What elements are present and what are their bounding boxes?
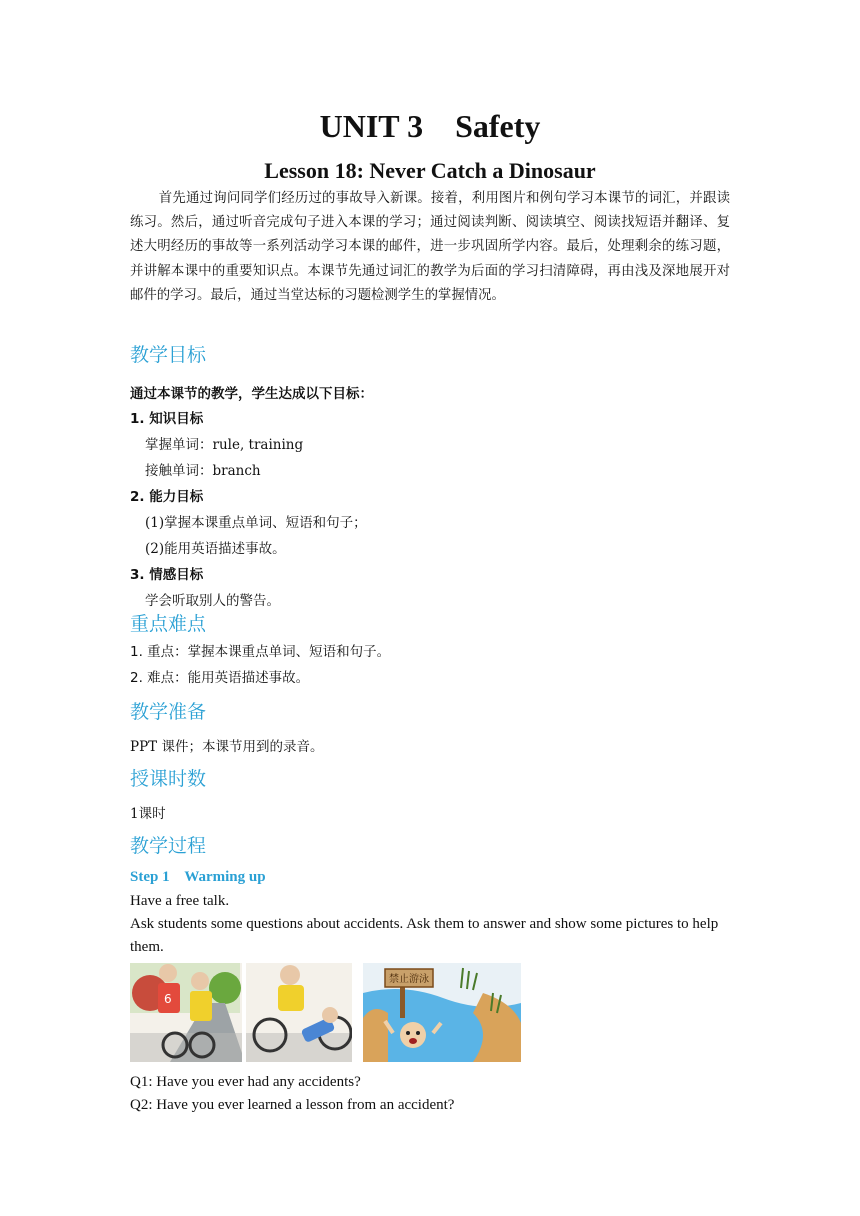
no-swimming-image [363, 963, 521, 1062]
emotion-goal-1: 学会听取别人的警告。 [145, 593, 280, 609]
knowledge-goal-title: 1. 知识目标 [130, 411, 204, 427]
question-2: Q2: Have you ever learned a lesson from an accident? [130, 1097, 455, 1113]
prep-heading: 教学准备 [130, 701, 207, 723]
step-1-text-2: Ask students some questions about accidents. Ask them to answer and show some pictures to help them. [130, 916, 719, 955]
question-1: Q1: Have you ever had any accidents? [130, 1074, 361, 1090]
knowledge-goal-1: 掌握单词：rule, training [145, 437, 304, 453]
process-heading: 教学过程 [130, 835, 207, 857]
ability-goal-2: (2)能用英语描述事故。 [145, 541, 286, 557]
keypoint-2-text: ：能用英语描述事故。 [174, 670, 310, 686]
knowledge-goal-2: 接触单词：branch [145, 463, 261, 479]
objectives-heading: 教学目标 [130, 344, 207, 366]
step-1-title: Step 1 Warming up [130, 869, 266, 885]
prep-text: PPT 课件；本课节用到的录音。 [130, 739, 324, 755]
keypoint-2-label: 2. 难点 [130, 670, 175, 686]
svg-text:6: 6 [164, 992, 172, 1006]
intro-paragraph: 首先通过询问同学们经历过的事故导入新课。接着，利用图片和例句学习本课节的词汇，并跟读练习。然后，通过听音完成句子进入本课的学习；通过阅读判断、阅读填空、阅读找短语并翻译、复述大明经历的事故等一系列活动学习本课的邮件，进一步巩固所学内容。最后，处理剩余的练习题，并讲解本课中的重要知识点。本课节先通过词汇的教学为后面的学习扫清障碍，再由浅及深地展开对邮件的学习。最后，通过当堂达标的习题检测学生的掌握情况。 [130, 191, 730, 303]
keypoint-1-text: ：掌握本课重点单词、短语和句子。 [174, 644, 391, 660]
ability-goal-1: (1)掌握本课重点单词、短语和句子； [145, 515, 367, 531]
ability-goal-title: 2. 能力目标 [130, 489, 204, 505]
hours-text: 1课时 [130, 806, 166, 822]
cycling-accident-image [130, 963, 352, 1062]
hours-heading: 授课时数 [130, 768, 207, 790]
objectives-lead: 通过本课节的教学，学生达成以下目标： [130, 386, 373, 402]
emotion-goal-title: 3. 情感目标 [130, 567, 204, 583]
lesson-title: Lesson 18: Never Catch a Dinosaur [264, 158, 596, 183]
keypoint-1 [130, 640, 390, 660]
step-1-text-1: Have a free talk. [130, 893, 230, 909]
unit-title: UNIT 3 Safety [319, 108, 541, 144]
keypoint-1-label: 1. 重点 [130, 644, 175, 660]
keypoint-2 [130, 666, 309, 686]
sign-text: 禁止游泳 [389, 974, 429, 985]
keypoints-heading: 重点难点 [130, 613, 207, 635]
